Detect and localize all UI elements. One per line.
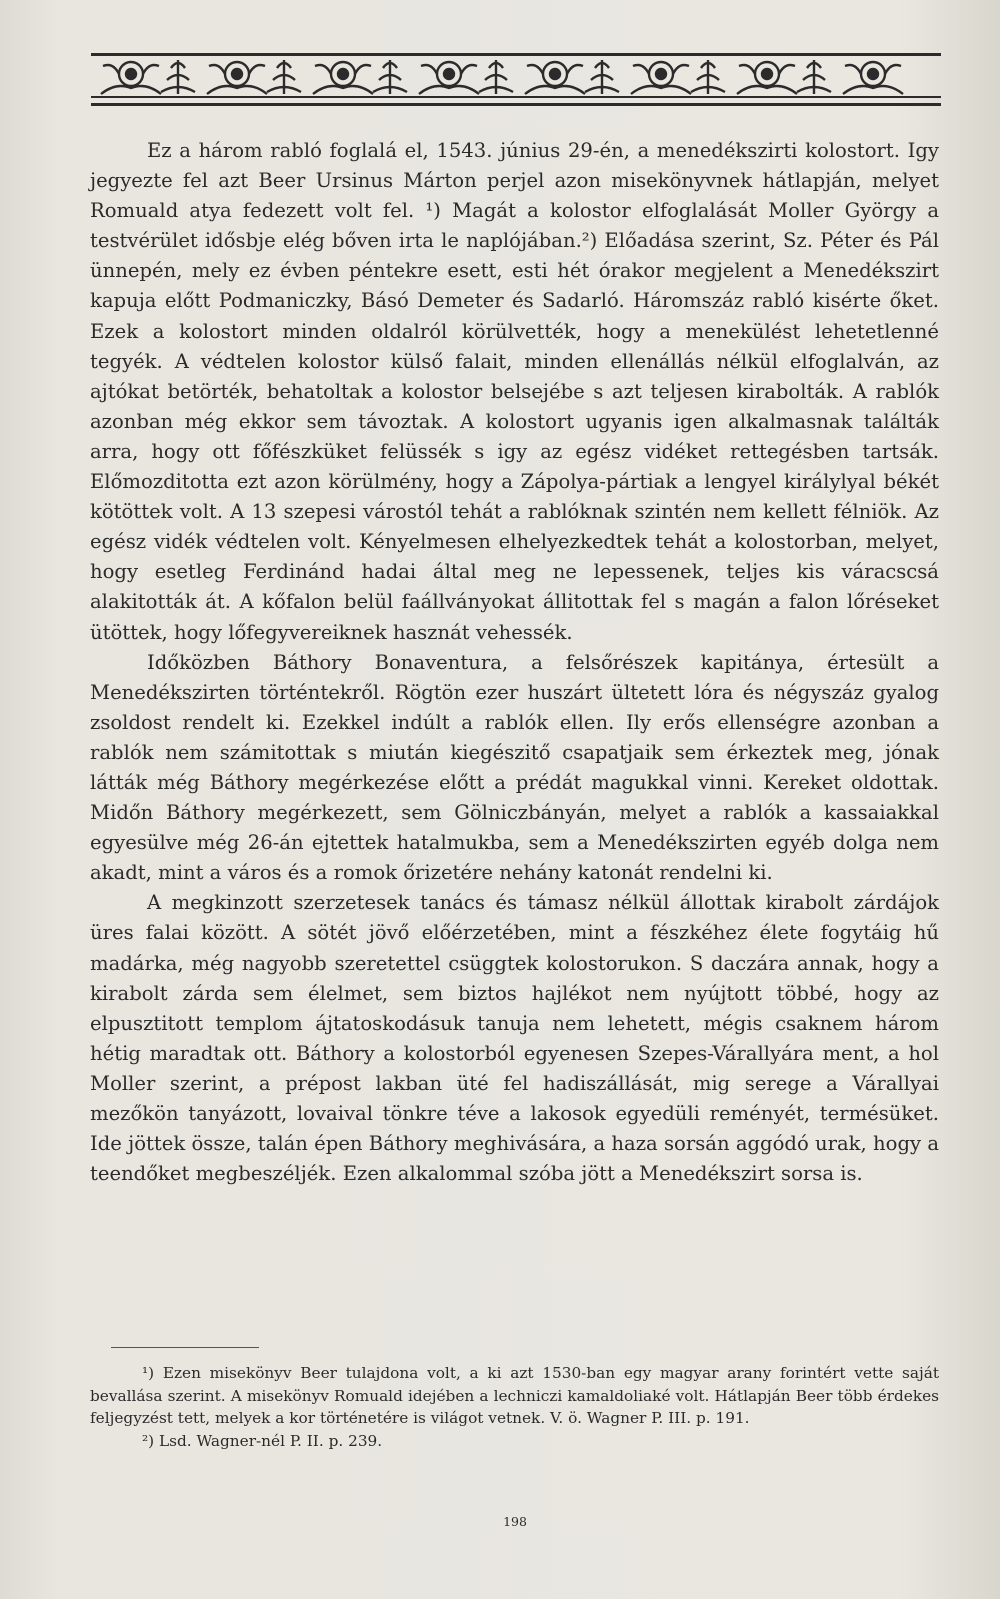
footnote-1	[90, 1362, 939, 1430]
decorative-header-band	[91, 52, 941, 108]
body-text	[90, 136, 939, 1189]
paragraph-1: Ez a három rabló foglalá el, 1543. június 29-én, a menedékszirti kolostort. Igy jegyezte fel azt Beer Ursinus Márton perjel azon misekönyvnek hátlapján, melyet Romuald atya fedezett volt fel. ¹) Magát a kolostor elfoglalását Moller György a testvérület idősbje elég bőven irta le naplójában.²) Előadása szerint, Sz. Péter és Pál ünnepén, mely ez évben péntekre esett, esti hét órakor megjelent a Menedékszirt kapuja előtt Podmaniczky, Básó Demeter és Sadarló. Háromszáz rabló kisérte őket. Ezek a kolostort minden oldalról körülvették, hogy a menekülést lehetetlenné tegyék. A védtelen kolostor külső falait, minden ellenállás nélkül elfoglalván, az ajtókat betörték, behatoltak a kolostor belsejébe s azt teljesen kirabolták. A rablók azonban még ekkor sem távoztak. A kolostort ugyanis igen alkalmasnak találták arra, hogy ott főfészküket felüssék s igy az egész vidéket rettegésben tartsák. Előmozditotta ezt azon körülmény, hogy a Zápolya-pártiak a lengyel királylyal békét kötöttek volt. A 13 szepesi várostól tehát a rablóknak szintén nem kellett félniök. Az egész vidék védtelen volt. Kényelmesen elhelyezkedtek tehát a kolostorban, melyet, hogy esetleg Ferdinánd hadai által meg ne lepessenek, teljes kis váracscsá alakitották át. A kőfalon belül faállványokat állitottak fel s magán a falon lőréseket ütöttek, hogy lőfegyvereiknek hasznát vehessék.	[90, 139, 939, 644]
page-number: 198	[503, 1514, 527, 1529]
footnote-2	[90, 1430, 939, 1453]
footnotes	[90, 1362, 939, 1452]
paragraph-3: A megkinzott szerzetesek tanács és támasz nélkül állottak kirabolt zárdájok üres falai között. A sötét jövő előérzetében, mint a fészkéhez élete fogytáig hű madárka, még nagyobb szeretettel csüggtek kolostorukon. S daczára annak, hogy a kirabolt zárda sem élelmet, sem biztos hajlékot nem nyújtott többé, hogy az elpusztitott templom ájtatoskodásuk tanuja nem lehetett, mégis csaknem három hétig maradtak ott. Báthory a kolostorból egyenesen Szepes-Várallyára ment, a hol Moller szerint, a prépost lakban üté fel hadiszállását, mig serege a Várallyai mezőkön tanyázott, lovaival tönkre téve a lakosok egyedüli reményét, termésüket. Ide jöttek össze, talán épen Báthory meghivására, a haza sorsán aggódó urak, hogy a teendőket megbeszéljék. Ezen alkalommal szóba jött a Menedékszirt sorsa is.	[90, 891, 939, 1186]
footnote-2-mark: ²)	[142, 1431, 155, 1450]
footnote-separator	[111, 1347, 259, 1348]
footnote-1-mark: ¹)	[142, 1364, 155, 1382]
footnote-1-text: Ezen misekönyv Beer tulajdona volt, a ki azt 1530-ban egy magyar arany forintért vette saját bevallása szerint. A misekönyv Romuald idejében a lechniczi kamaldoliaké volt. Hátlapján Beer több érdekes feljegyzést tett, melyek a kor történetére is világot vetnek. V. ö. Wagner P. III. p. 191.	[90, 1364, 939, 1428]
paragraph-2: Időközben Báthory Bonaventura, a felsőrészek kapitánya, értesült a Menedékszirten történtekről. Rögtön ezer huszárt ültetett lóra és négyszáz gyalog zsoldost rendelt ki. Ezekkel indúlt a rablók ellen. Ily erős ellenségre azonban a rablók nem számitottak s miután kiegészitő csapatjaik sem érkeztek meg, jónak látták még Báthory megérkezése előtt a prédát magukkal vinni. Kereket oldottak. Midőn Báthory megérkezett, sem Gölniczbányán, melyet a rablók a kassaiakkal egyesülve még 26-án ejtettek hatalmukba, sem a Menedékszirten egyéb dolga nem akadt, mint a város és a romok őrizetére nehány katonát rendelni ki.	[90, 650, 939, 885]
footnote-2-text: Lsd. Wagner-nél P. II. p. 239.	[154, 1431, 383, 1450]
